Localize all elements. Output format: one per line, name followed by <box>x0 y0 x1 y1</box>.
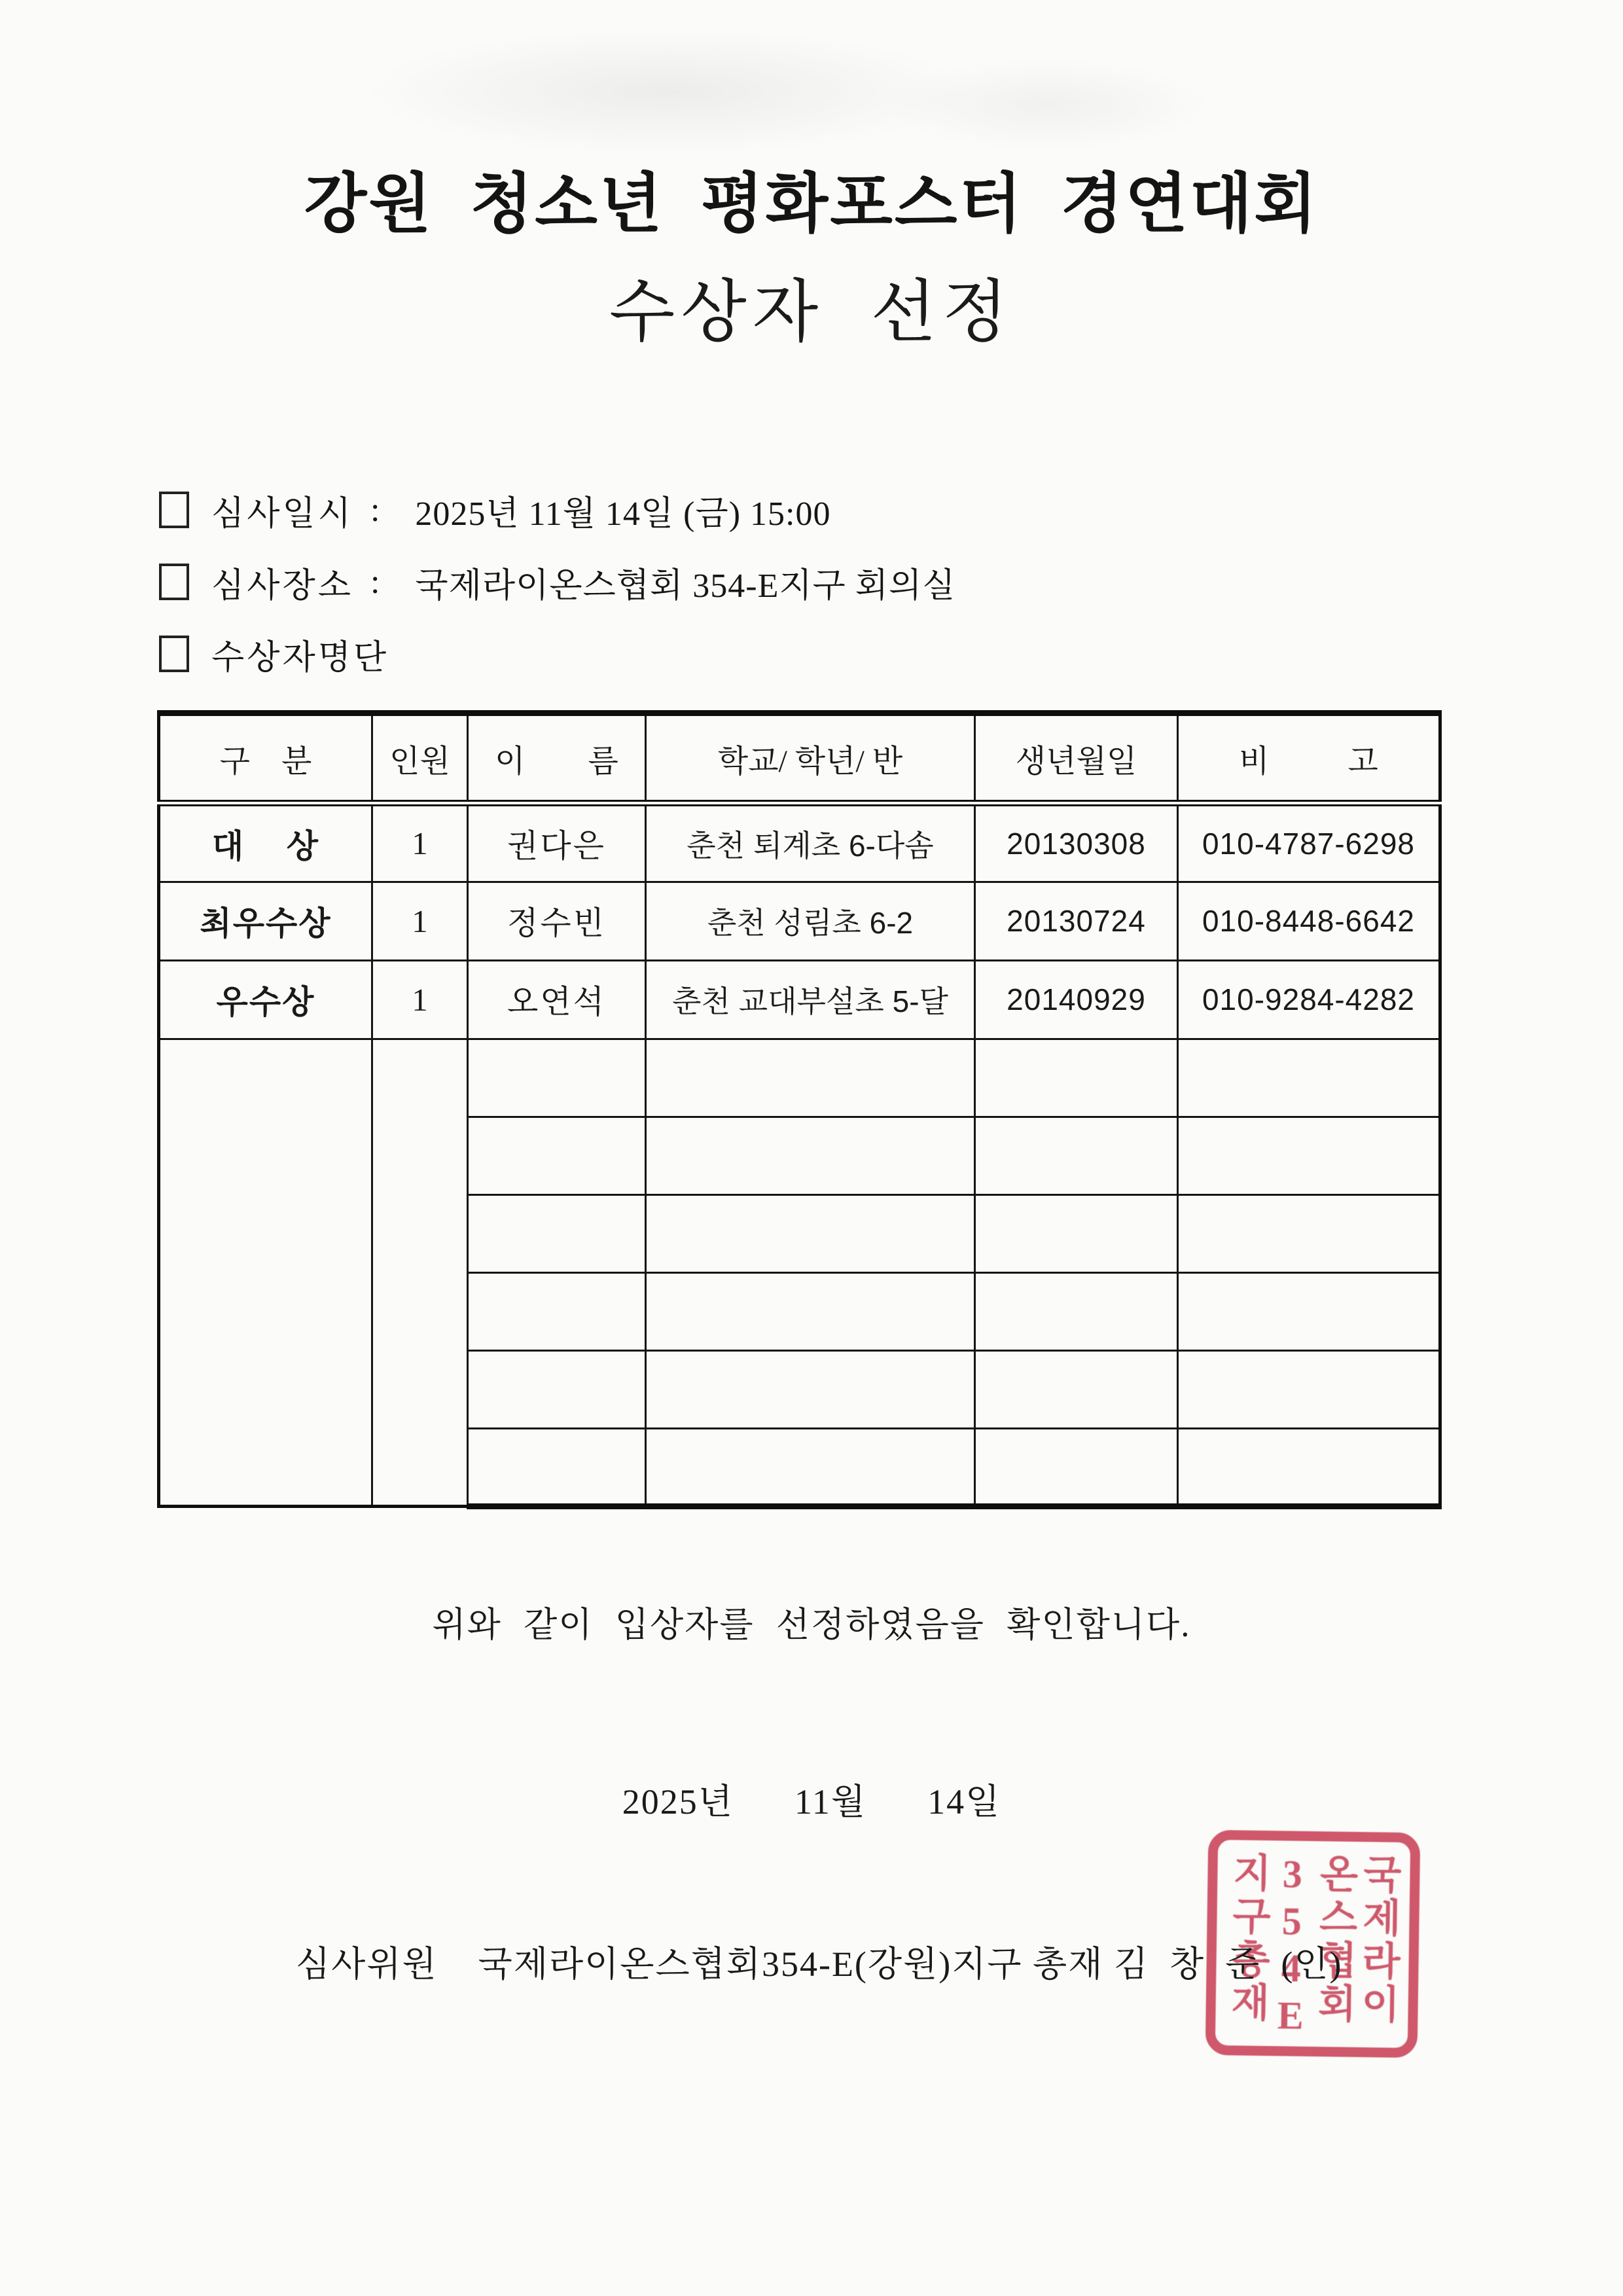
date-text: 2025년 11월 14일 <box>622 1782 1001 1821</box>
confirmation-text: 위와 같이 입상자를 선정하였음을 확인합니다. <box>432 1606 1191 1644</box>
scan-noise-artifact <box>883 59 1211 151</box>
table-header-row <box>159 713 1440 804</box>
cell-birthdate: 20130724 <box>975 882 1178 960</box>
empty-cell <box>975 1039 1178 1117</box>
empty-cell <box>975 1194 1178 1272</box>
cell-birthdate: 20130308 <box>975 803 1178 882</box>
empty-cell <box>468 1272 646 1350</box>
info-label: 수상자명단 <box>211 639 389 677</box>
empty-cell <box>975 1117 1178 1194</box>
empty-cell <box>646 1272 975 1350</box>
cell-note: 010-8448-6642 <box>1178 882 1440 960</box>
cell-count: 1 <box>372 960 468 1039</box>
empty-cell <box>1178 1194 1440 1272</box>
cell-school: 춘천 성림초 6-2 <box>646 882 975 960</box>
empty-row <box>159 1039 1440 1117</box>
info-value: 국제라이온스협회 354-E지구 회의실 <box>415 567 956 605</box>
cell-name: 오연석 <box>468 960 646 1039</box>
empty-cell <box>468 1428 646 1506</box>
header-birthdate: 생년월일 <box>975 713 1178 804</box>
cell-school: 춘천 교대부설초 5-달 <box>646 960 975 1039</box>
cell-note: 010-9284-4282 <box>1178 960 1440 1039</box>
info-label: 심사장소 <box>211 567 353 605</box>
empty-cell <box>1178 1039 1440 1117</box>
info-label: 심사일시 <box>211 495 353 533</box>
checkbox-icon <box>159 564 189 600</box>
header-category: 구 분 <box>159 713 372 804</box>
empty-cell <box>1178 1350 1440 1428</box>
checkbox-icon <box>159 636 189 672</box>
cell-count: 1 <box>372 803 468 882</box>
info-row-winner-list <box>159 634 389 677</box>
page-title: 강원 청소년 평화포스터 경연대회 <box>304 167 1319 240</box>
checkbox-icon <box>159 492 189 528</box>
cell-count: 1 <box>372 882 468 960</box>
empty-cell <box>1178 1272 1440 1350</box>
empty-cell <box>646 1194 975 1272</box>
header-note: 비 고 <box>1178 713 1440 804</box>
table-row <box>159 960 1440 1039</box>
empty-cell <box>468 1350 646 1428</box>
cell-school: 춘천 퇴계초 6-다솜 <box>646 803 975 882</box>
cell-name: 권다은 <box>468 803 646 882</box>
empty-cell <box>646 1039 975 1117</box>
header-count: 인원 <box>372 713 468 804</box>
table-row <box>159 882 1440 960</box>
seal-text-column: 지구총재 <box>1225 1852 1271 2026</box>
empty-cell <box>975 1428 1178 1506</box>
empty-cell <box>646 1117 975 1194</box>
winners-table <box>157 710 1442 1509</box>
empty-cell <box>468 1117 646 1194</box>
info-value: 2025년 11월 14일 (금) 15:00 <box>415 495 831 533</box>
info-row-judging-place <box>159 562 956 605</box>
cell-category: 대 상 <box>159 803 372 882</box>
info-separator: : <box>370 491 380 529</box>
cell-category: 최우수상 <box>159 882 372 960</box>
empty-cell-category-merged <box>159 1039 372 1506</box>
empty-cell <box>1178 1428 1440 1506</box>
cell-note: 010-4787-6298 <box>1178 803 1440 882</box>
cell-name: 정수빈 <box>468 882 646 960</box>
signature-text: 심사위원 국제라이온스협회354-E(강원)지구 총재 김 창 준 (인) <box>296 1945 1343 1984</box>
empty-cell <box>646 1350 975 1428</box>
header-name: 이 름 <box>468 713 646 804</box>
seal-text-column: 국제라이 <box>1355 1853 1401 2027</box>
empty-cell-count-merged <box>372 1039 468 1506</box>
cell-birthdate: 20140929 <box>975 960 1178 1039</box>
empty-cell <box>975 1350 1178 1428</box>
empty-cell <box>468 1194 646 1272</box>
page-subtitle: 수상자 선정 <box>609 275 1014 350</box>
empty-cell <box>646 1428 975 1506</box>
table-row <box>159 803 1440 882</box>
info-separator: : <box>370 563 380 601</box>
header-school: 학교/ 학년/ 반 <box>646 713 975 804</box>
seal-text-column: 354E <box>1268 1852 1315 2041</box>
scan-noise-artifact <box>353 26 982 157</box>
info-row-judging-datetime <box>159 490 831 533</box>
seal-text-column: 온스협회 <box>1311 1853 1358 2026</box>
empty-cell <box>468 1039 646 1117</box>
empty-cell <box>1178 1117 1440 1194</box>
cell-category: 우수상 <box>159 960 372 1039</box>
empty-cell <box>975 1272 1178 1350</box>
